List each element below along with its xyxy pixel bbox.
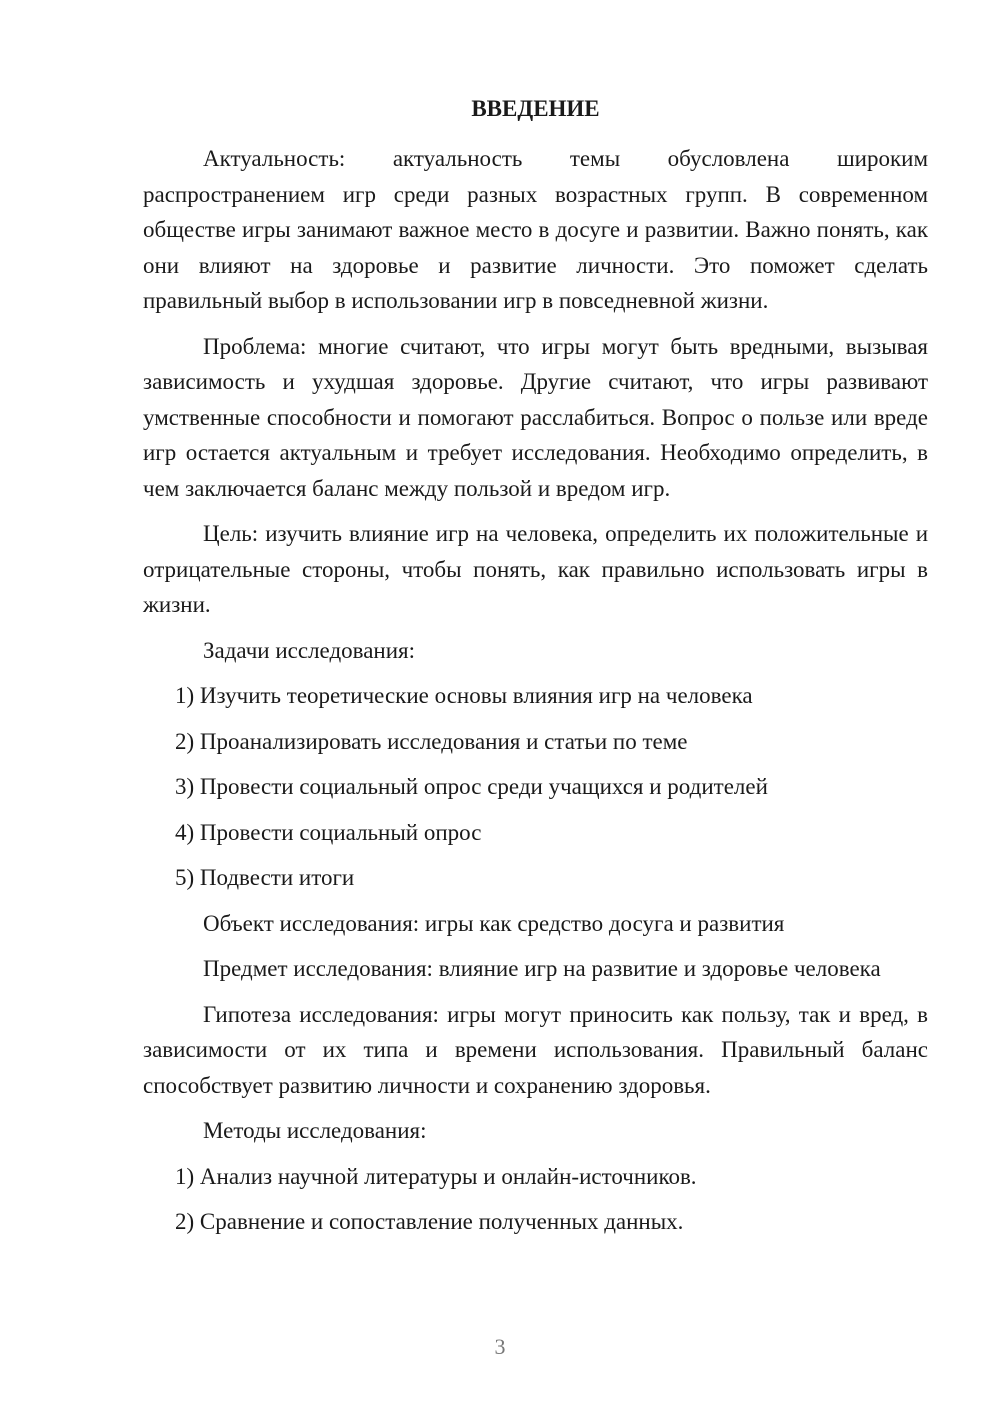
- object-line: Объект исследования: игры как средство досуга и развития: [203, 910, 785, 936]
- methods-list: [143, 1159, 928, 1240]
- methods-heading: Методы исследования:: [203, 1118, 427, 1143]
- relevance-paragraph: Актуальность: актуальность темы обусловлена широким распространением игр среди разных возрастных групп. В современном обществе игры занимают важное место в досуге и развитии. Важно понять, как они влияют на здоровье и развитие личности. Это поможет сделать правильный выбор в использовании игр в повседневной жизни.: [143, 146, 928, 313]
- document-page: [143, 94, 928, 1250]
- list-item: 2) Проанализировать исследования и статьи по теме: [175, 728, 688, 754]
- page-title: ВВЕДЕНИЕ: [471, 96, 600, 121]
- goal-paragraph: Цель: изучить влияние игр на человека, определить их положительные и отрицательные стороны, чтобы понять, как правильно использовать игры в жизни.: [143, 521, 928, 617]
- subject-paragraph: Предмет исследования: влияние игр на развитие и здоровье человека: [203, 956, 881, 981]
- list-item: 4) Провести социальный опрос: [175, 819, 482, 845]
- tasks-list: [143, 678, 928, 896]
- page-number: 3: [494, 1334, 506, 1359]
- list-item: 3) Провести социальный опрос среди учащихся и родителей: [175, 774, 768, 799]
- list-item: 2) Сравнение и сопоставление полученных данных.: [175, 1209, 684, 1234]
- list-item: 1) Анализ научной литературы и онлайн-источников.: [175, 1163, 697, 1189]
- problem-paragraph: Проблема: многие считают, что игры могут быть вредными, вызывая зависимость и ухудшая здоровье. Другие считают, что игры развивают умственные способности и помогают расслабиться. Вопрос о пользе или вреде игр остается актуальным и требует исследования. Необходимо определить, в чем заключается баланс между пользой и вредом игр.: [143, 333, 928, 501]
- list-item: 5) Подвести итоги: [175, 865, 355, 890]
- list-item: 1) Изучить теоретические основы влияния игр на человека: [175, 683, 753, 708]
- hypothesis-paragraph: Гипотеза исследования: игры могут приносить как пользу, так и вред, в зависимости от их типа и времени использования. Правильный баланс способствует развитию личности и сохранению здоровья.: [143, 1001, 928, 1098]
- tasks-heading: Задачи исследования:: [203, 637, 416, 663]
